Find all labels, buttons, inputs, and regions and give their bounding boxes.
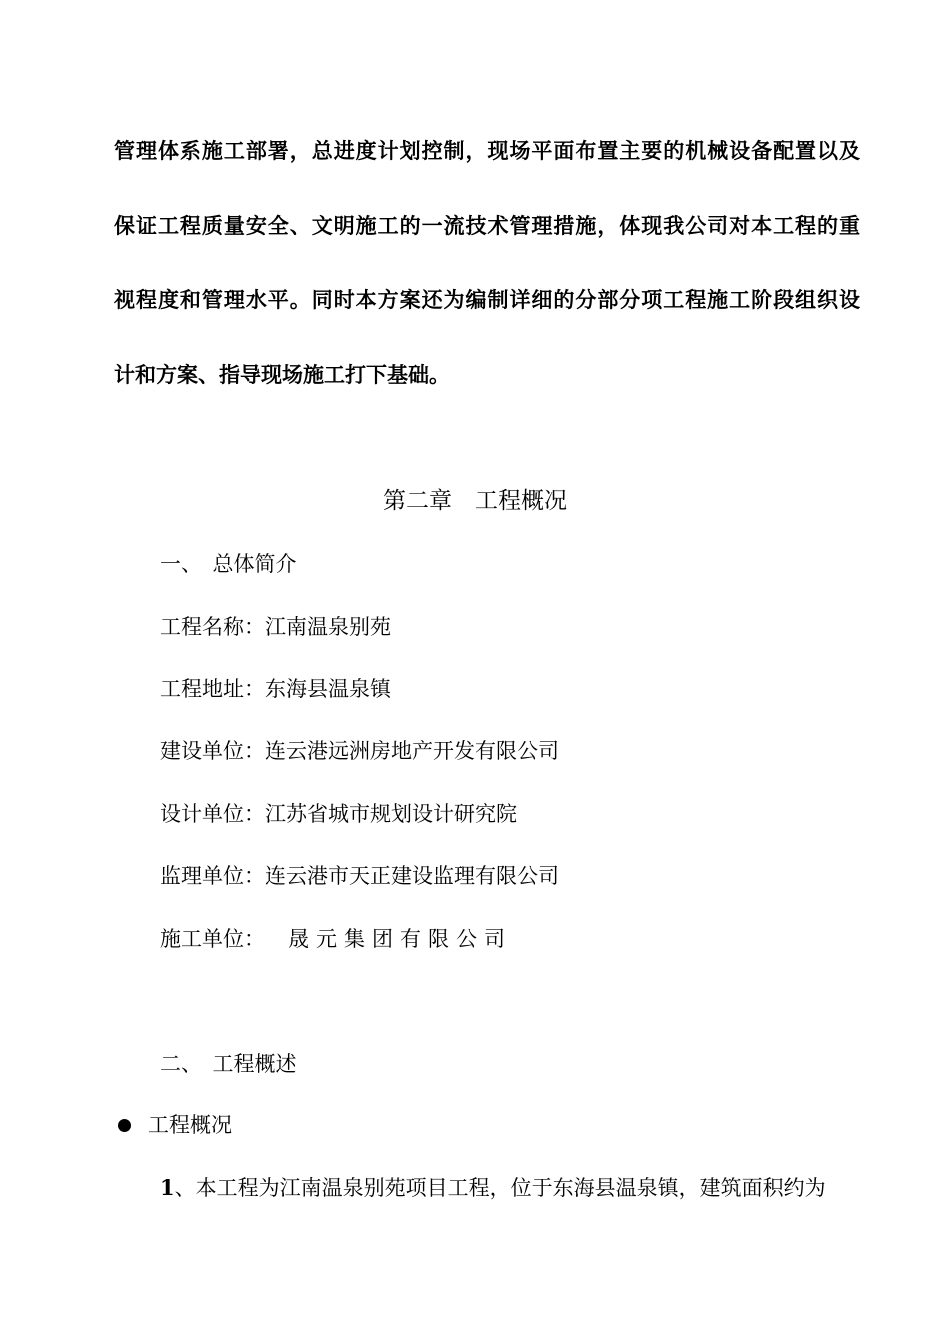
intro-line-4: 计和方案、指导现场施工打下基础。 [114, 362, 450, 387]
project-address-label: 工程地址： [160, 677, 265, 701]
project-name [160, 612, 391, 642]
construction-unit-value: 连云港远洲房地产开发有限公司 [265, 739, 559, 763]
contractor-unit-value: 晟元集团有限公司 [288, 927, 512, 951]
intro-line-2: 保证工程质量安全、文明施工的一流技术管理措施，体现我公司对本工程的重 [114, 213, 860, 238]
design-unit-value: 江苏省城市规划设计研究院 [265, 802, 517, 826]
supervision-unit [160, 861, 559, 891]
construction-unit-label: 建设单位： [160, 739, 265, 763]
section1-heading: 一、 总体简介 [160, 552, 297, 576]
overview-line-1 [160, 1173, 826, 1203]
design-unit-label: 设计单位： [160, 802, 265, 826]
bullet-dot-icon [118, 1119, 131, 1132]
project-address [160, 674, 391, 704]
bullet-heading: 工程概况 [148, 1113, 232, 1137]
design-unit [160, 799, 517, 829]
overview-text: 、本工程为江南温泉别苑项目工程，位于东海县温泉镇，建筑面积约为 [174, 1176, 826, 1200]
overview-number: 1 [160, 1175, 175, 1200]
intro-line-3: 视程度和管理水平。同时本方案还为编制详细的分部分项工程施工阶段组织设 [114, 287, 860, 312]
construction-unit [160, 736, 559, 766]
section2-heading: 二、 工程概述 [160, 1052, 297, 1076]
supervision-unit-value: 连云港市天正建设监理有限公司 [265, 864, 559, 888]
intro-line-1: 管理体系施工部署，总进度计划控制，现场平面布置主要的机械设备配置以及 [114, 138, 860, 163]
project-address-value: 东海县温泉镇 [265, 677, 391, 701]
project-name-value: 江南温泉别苑 [265, 615, 391, 639]
supervision-unit-label: 监理单位： [160, 864, 265, 888]
project-name-label: 工程名称： [160, 615, 265, 639]
contractor-unit [160, 924, 512, 954]
chapter-title: 第二章 工程概况 [383, 488, 567, 514]
contractor-unit-label: 施工单位： [160, 927, 265, 951]
